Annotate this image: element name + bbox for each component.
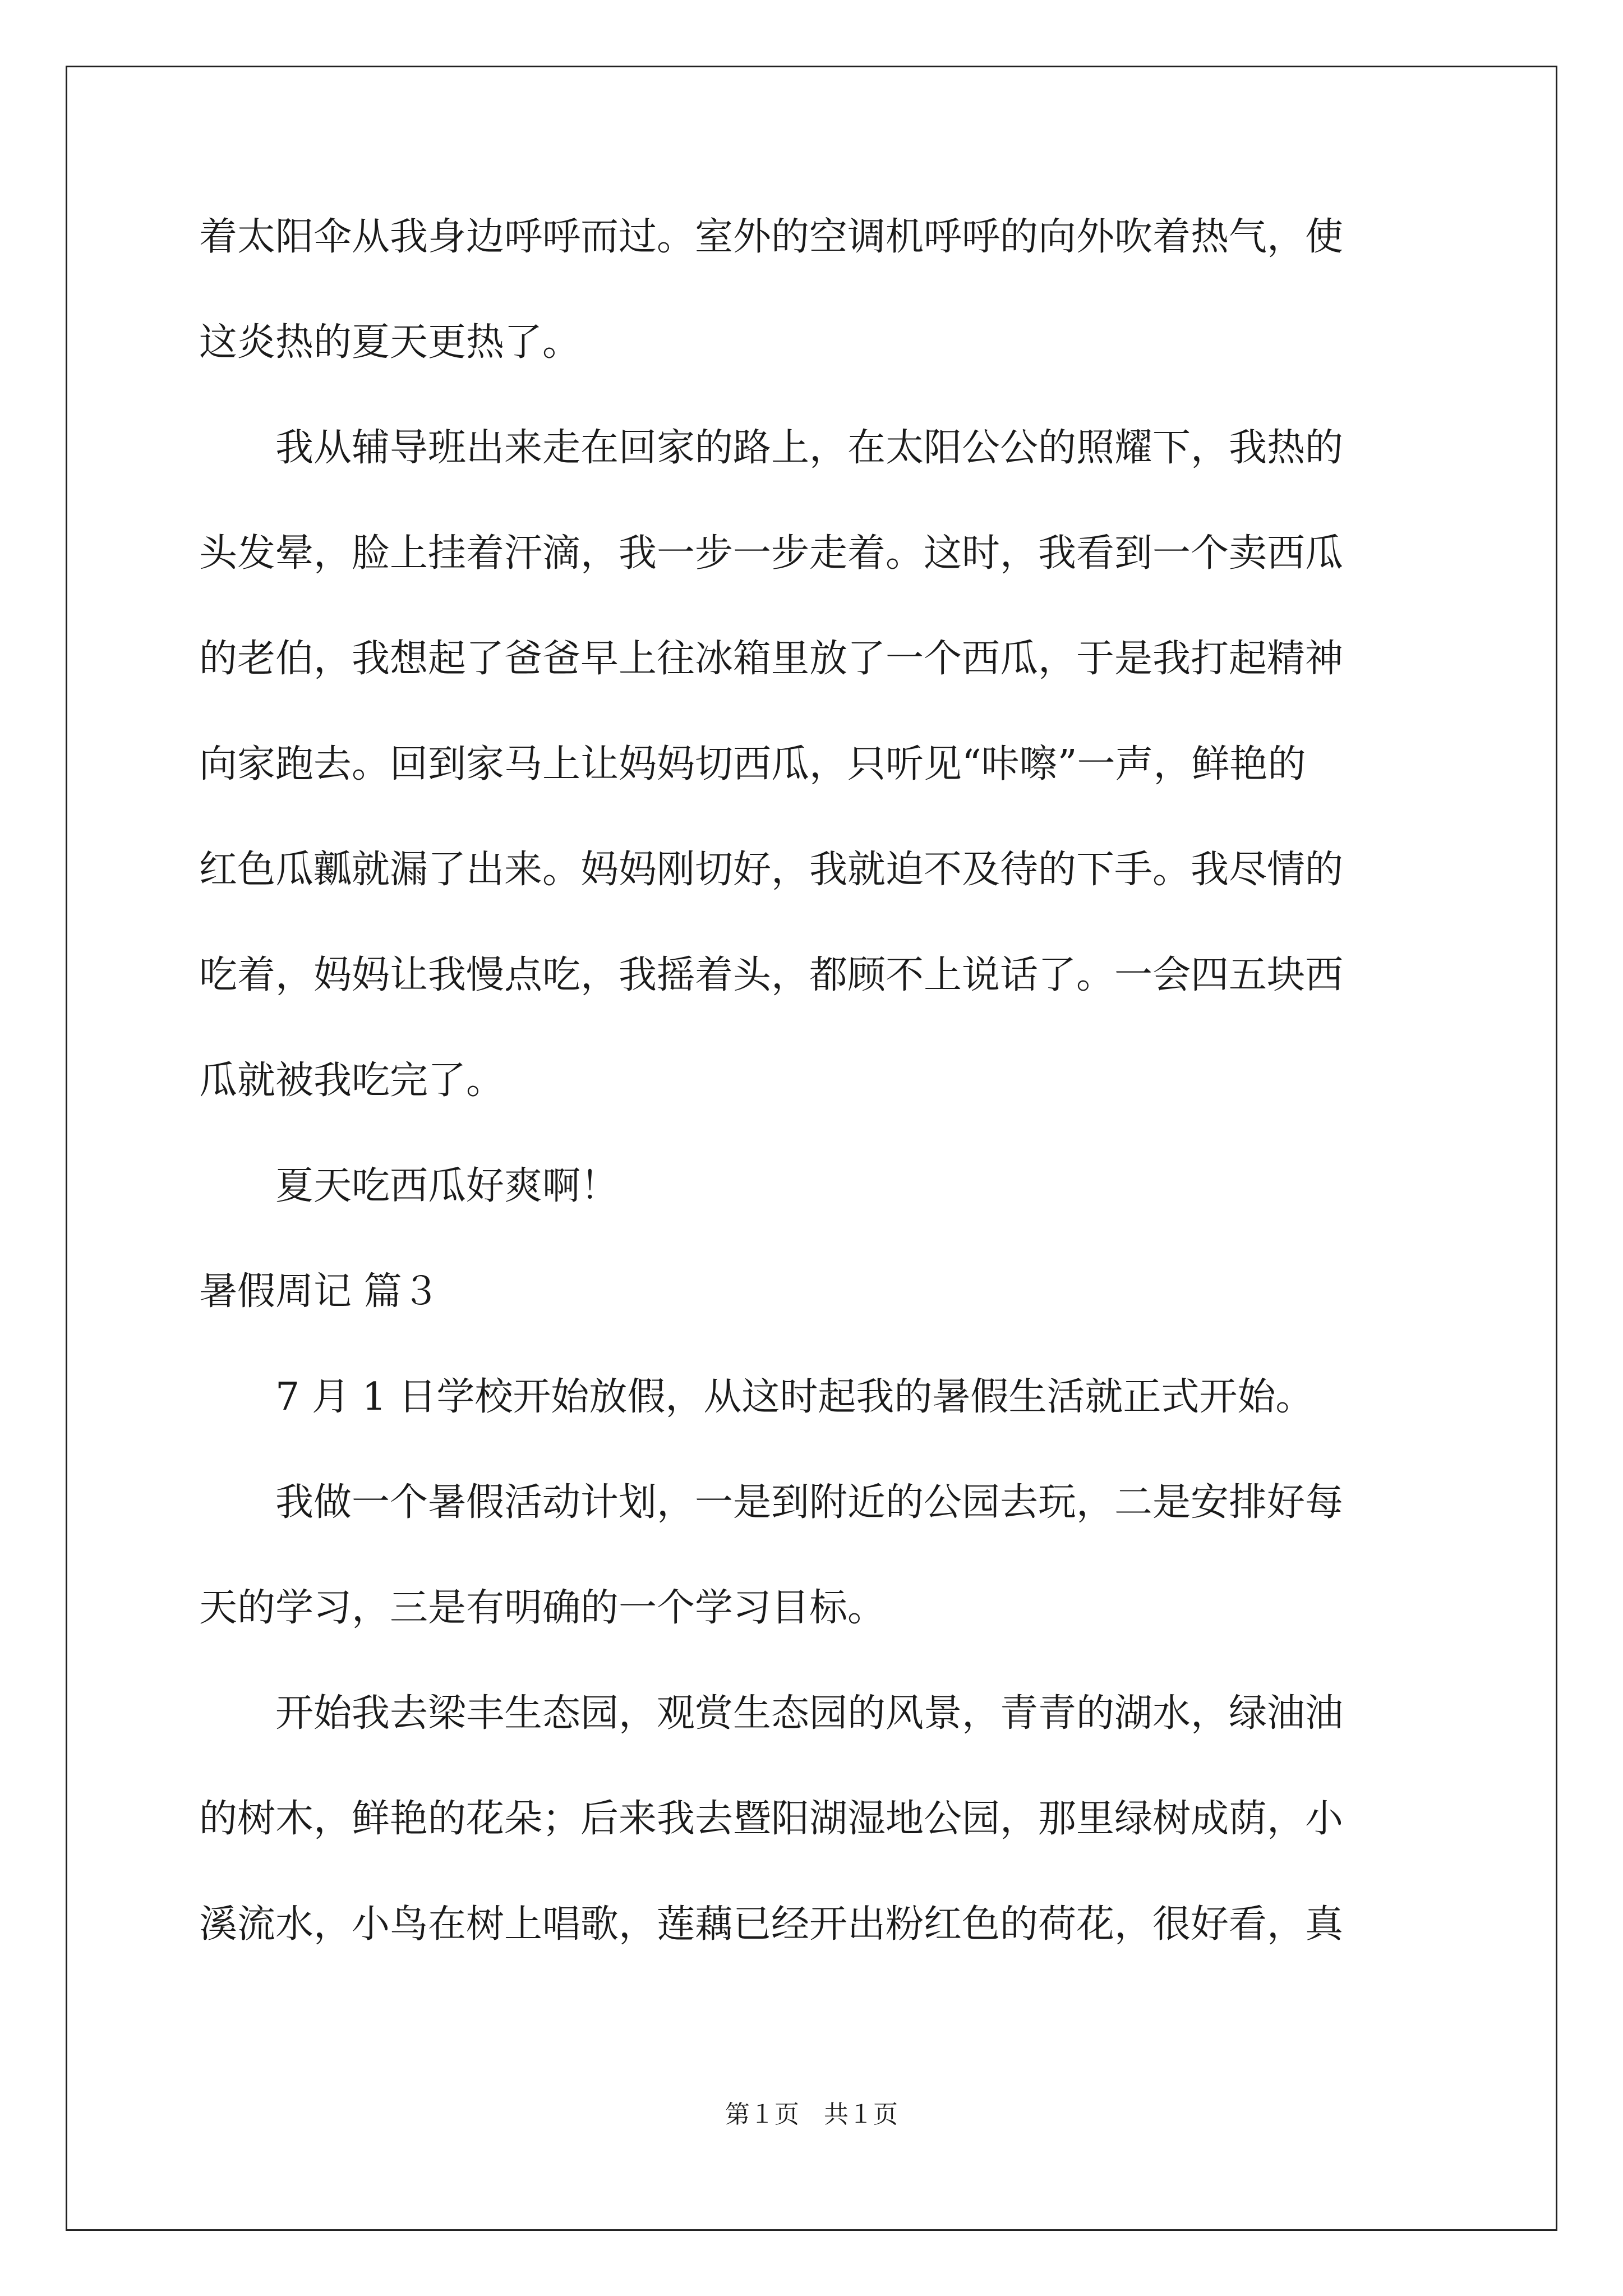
text-line-6: 向家跑去。回到家马上让妈妈切西瓜，只听见“咔嚓”一声，鲜艳的 xyxy=(199,742,1306,786)
text-line-9: 瓜就被我吃完了。 xyxy=(199,1059,505,1103)
text-line-8: 吃着，妈妈让我慢点吃，我摇着头，都顾不上说话了。一会四五块西 xyxy=(199,953,1344,997)
text-line-2: 这炎热的夏天更热了。 xyxy=(199,320,581,365)
text-line-1: 着太阳伞从我身边呼呼而过。室外的空调机呼呼的向外吹着热气，使 xyxy=(199,215,1344,259)
text-line-13: 我做一个暑假活动计划，一是到附近的公园去玩，二是安排好每 xyxy=(199,1480,1344,1525)
text-line-16: 的树木，鲜艳的花朵；后来我去暨阳湖湿地公园，那里绿树成荫，小 xyxy=(199,1797,1344,1841)
text-line-15: 开始我去梁丰生态园，观赏生态园的风景，青青的湖水，绿油油 xyxy=(199,1691,1344,1736)
text-line-3: 我从辅导班出来走在回家的路上，在太阳公公的照耀下，我热的 xyxy=(199,426,1344,470)
text-line-14: 天的学习，三是有明确的一个学习目标。 xyxy=(199,1586,886,1630)
page-footer: 第１页 共１页 xyxy=(725,2100,898,2129)
text-line-12: 7 月 1 日学校开始放假，从这时起我的暑假生活就正式开始。 xyxy=(199,1375,1314,1419)
text-line-10: 夏天吃西瓜好爽啊！ xyxy=(199,1164,619,1208)
text-line-4: 头发晕，脸上挂着汗滴，我一步一步走着。这时，我看到一个卖西瓜 xyxy=(199,531,1344,576)
section-heading: 暑假周记 篇３ xyxy=(199,1269,440,1314)
text-line-17: 溪流水，小鸟在树上唱歌，莲藕已经开出粉红色的荷花，很好看，真 xyxy=(199,1902,1344,1947)
text-line-7: 红色瓜瓤就漏了出来。妈妈刚切好，我就迫不及待的下手。我尽情的 xyxy=(199,848,1344,892)
text-line-5: 的老伯，我想起了爸爸早上往冰箱里放了一个西瓜，于是我打起精神 xyxy=(199,637,1344,681)
